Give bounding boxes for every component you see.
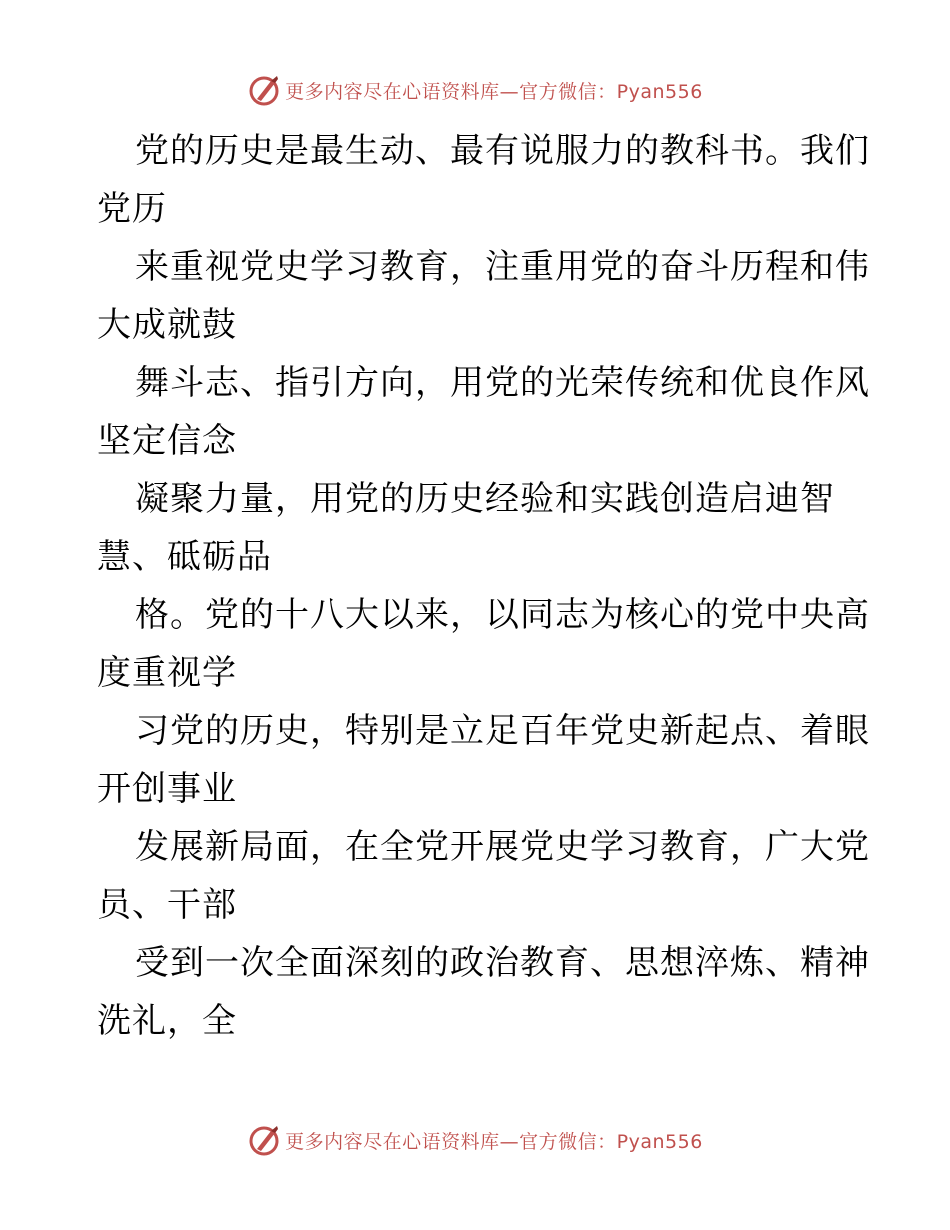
footer-banner [0, 1120, 950, 1160]
paragraph [97, 238, 870, 354]
paragraph-line-second: 大成就鼓 [97, 305, 237, 345]
paragraph-line-second: 度重视学 [97, 653, 237, 693]
paragraph-line-first: 格。党的十八大以来，以同志为核心的党中央高 [135, 595, 870, 635]
paragraph [97, 122, 870, 238]
paragraph-line-first: 来重视党史学习教育，注重用党的奋斗历程和伟 [135, 247, 870, 287]
document-body [97, 122, 870, 1050]
header-banner [0, 70, 950, 110]
banner-text: 更多内容尽在心语资料库—官方微信：Pyan556 [285, 80, 703, 103]
paragraph-line-second: 开创事业 [97, 769, 237, 809]
paragraph-line-second: 洗礼，全 [97, 1001, 237, 1041]
paragraph-line-first: 习党的历史，特别是立足百年党史新起点、着眼 [135, 711, 870, 751]
paragraph-line-second: 员、干部 [97, 885, 237, 925]
brush-logo-icon [247, 1123, 281, 1157]
paragraph-line-second: 慧、砥砺品 [97, 537, 272, 577]
brush-logo-icon [247, 73, 281, 107]
paragraph-line-first: 发展新局面，在全党开展党史学习教育，广大党 [135, 827, 870, 867]
paragraph-line-first: 受到一次全面深刻的政治教育、思想淬炼、精神 [135, 943, 870, 983]
paragraph [97, 470, 857, 586]
paragraph [97, 354, 870, 470]
paragraph-line-first: 凝聚力量，用党的历史经验和实践创造启迪智 [135, 479, 835, 519]
paragraph-line-second: 坚定信念 [97, 421, 237, 461]
paragraph [97, 586, 870, 702]
banner-text: 更多内容尽在心语资料库—官方微信：Pyan556 [285, 1130, 703, 1153]
paragraph [97, 934, 870, 1050]
paragraph-line-first: 舞斗志、指引方向，用党的光荣传统和优良作风 [135, 363, 870, 403]
paragraph-line-second: 党历 [97, 189, 167, 229]
paragraph [97, 818, 870, 934]
paragraph [97, 702, 870, 818]
paragraph-line-first: 党的历史是最生动、最有说服力的教科书。我们 [135, 131, 870, 171]
